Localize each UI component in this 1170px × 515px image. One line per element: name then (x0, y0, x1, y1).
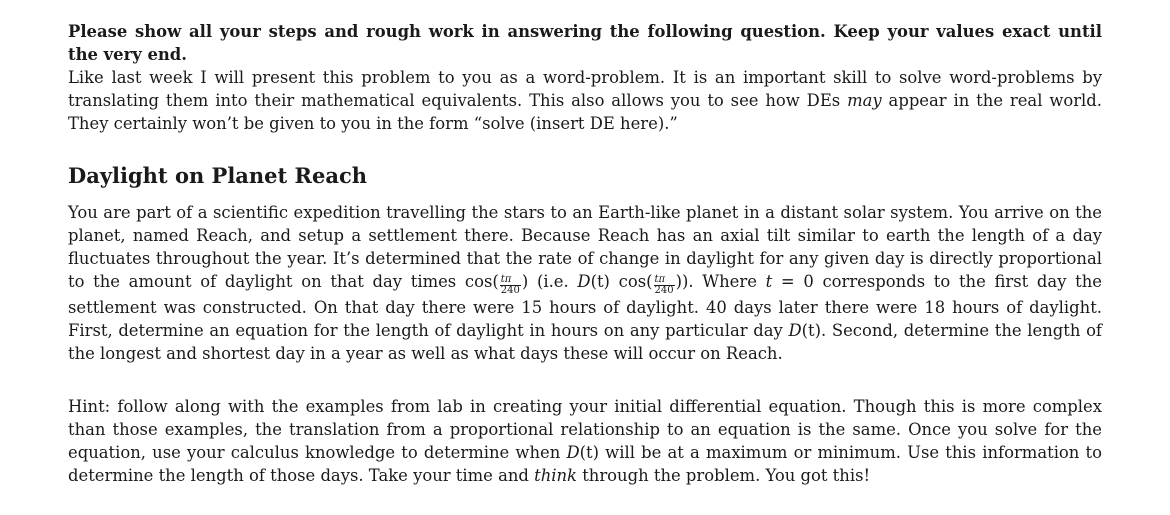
intro-emphasis: may (847, 91, 882, 110)
problem-text-2: ) (i.e. (521, 272, 578, 291)
problem-text-6: . Second, determine the length of the longest and shortest day in a year as well as what days these will occur on Reach. (68, 321, 1102, 363)
hint-math-t-paren: (t) (579, 443, 599, 462)
hint-text-2: will be at a maximum or minimum. Use this information to determine the length of those days. Take your time and (68, 443, 1102, 485)
fraction-t-pi-over-240 (500, 275, 521, 296)
instructions-bold: Please show all your steps and rough work in answering the following question. Keep your values exact until the very end. (68, 22, 1102, 64)
math-t-paren-second: (t) (801, 321, 821, 340)
intro-text-b: appear in the real world. They certainly won’t be given to you in the form “solve (insert DE here).” (68, 91, 1103, 133)
fraction-denominator: 240 (500, 285, 520, 296)
section-title: Daylight on Planet Reach (68, 163, 368, 188)
hint-emphasis: think (534, 466, 577, 485)
fraction-numerator: tπ (500, 275, 521, 286)
intro-text-a: Like last week I will present this problem to you as a word-problem. It is an important skill to solve word-problems by translating them into their mathematical equivalents. This also allows you to see how DEs (68, 68, 1102, 110)
problem-text-3: cos( (609, 272, 653, 291)
problem-text-4: )). Where (675, 272, 766, 291)
problem-paragraph (68, 201, 1102, 365)
fraction-t-pi-over-240-second (654, 275, 675, 296)
problem-text-5: = 0 corresponds to the first day the settlement was constructed. On that day there were 15 hours of daylight. 40 days later there were 18 hours of daylight. First, determine an equation for the length of daylight in hours on any particular day (68, 272, 1102, 340)
math-t-paren: (t) (590, 272, 610, 291)
fraction-denominator-second: 240 (654, 285, 674, 296)
document-page (68, 20, 1102, 487)
instructions-intro (68, 66, 1102, 135)
fraction-numerator-second: tπ (654, 275, 675, 286)
hint-text-3: through the problem. You got this! (576, 466, 871, 485)
problem-text-1: You are part of a scientific expedition travelling the stars to an Earth-like planet in a distant solar system. You arrive on the planet, named Reach, and setup a settlement there. Because Reach has an axial tilt similar to earth the length of a day fluctuates throughout the year. It’s determined that the rate of change in daylight for any given day is directly proportional to the amount of daylight on that day times cos( (68, 203, 1102, 291)
hint-text-1: Hint: follow along with the examples from lab in creating your initial differential equation. Though this is more complex than those examples, the translation from a proportional relationship to an equation is the same. Once you solve for the equation, use your calculus knowledge to determine when (68, 397, 1102, 462)
hint-math-D: D (566, 443, 580, 462)
math-D-second: D (788, 321, 802, 340)
math-D: D (577, 272, 591, 291)
math-t: t (765, 272, 773, 291)
hint-paragraph (68, 395, 1102, 487)
